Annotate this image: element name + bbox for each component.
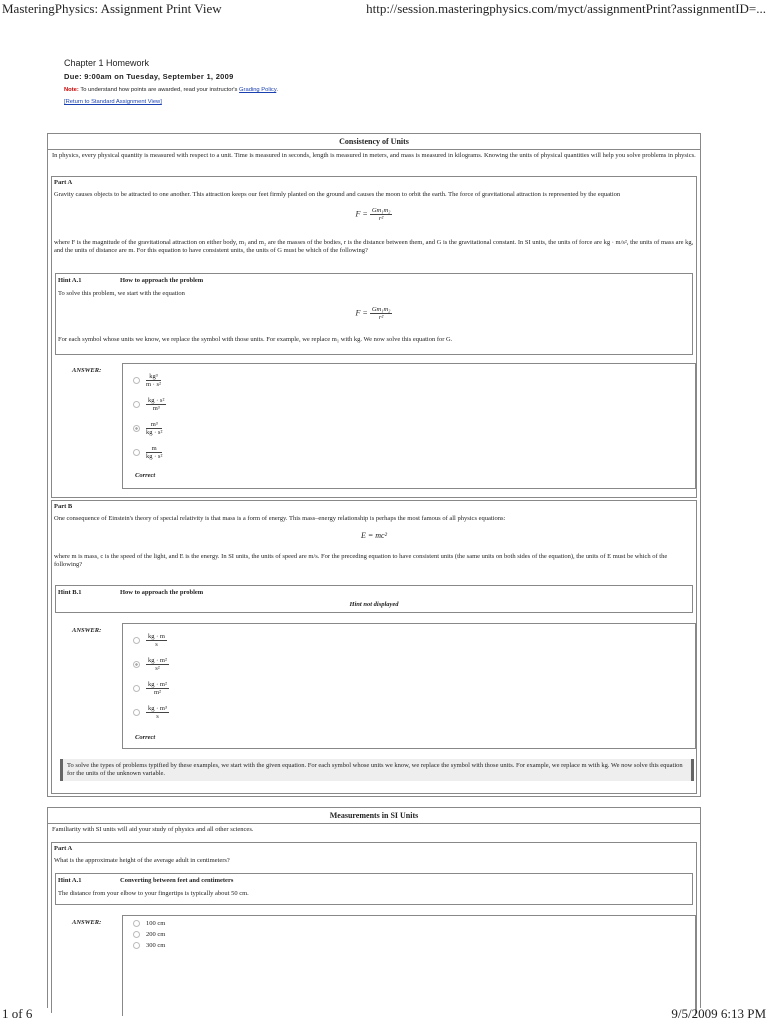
note-label: Note: [64,87,79,93]
print-footer [0,1006,768,1024]
problem-consistency-of-units [47,133,701,797]
hint-a1 [55,273,693,355]
answer-box [122,363,696,489]
choice-fraction: $\frac{\text{kg · m³}}{s}$ [148,704,167,720]
problem-measurements-in-si-units [47,807,701,1008]
print-header [0,0,768,20]
choice-fraction: $\frac{\text{m³}}{\text{kg · s²}}$ [146,420,163,436]
radio-button[interactable] [133,931,140,938]
answer-result: Correct [135,472,156,479]
radio-button[interactable] [133,401,140,408]
hint-title: How to approach the problem [120,589,204,596]
problem-title: Consistency of Units [48,134,700,150]
answer-box [122,915,696,1016]
radio-button[interactable] [133,709,140,716]
radio-button[interactable] [133,449,140,456]
return-link[interactable]: [Return to Standard Assignment View] [64,99,162,105]
part-text: Gravity causes objects to be attracted to one another. This attraction keeps our feet firmly planted on the ground and causes the moon to orbit the earth. The force of gravitational attraction is represented by the equation [54,191,621,198]
page-counter: 1 of 6 [2,1006,33,1021]
hint-text-1: To solve this problem, we start with the equation [58,290,185,297]
mass-energy-equation: E = mc² [360,531,387,540]
summary-box: To solve the types of problems typified by these examples, we start with the given equation. For each symbol whose units we know, we replace the symbol with those units. For example, we replace m with kg. We now solve this equation for the units of the unknown variable. [60,759,694,781]
answer-label: ANSWER: [72,367,102,374]
choice-fraction: $\frac{\text{kg · m²}}{\text{s²}}$ [148,656,167,672]
answer-choice[interactable] [133,368,166,392]
hint-title: Converting between feet and centimeters [120,877,234,884]
grading-note: Note: To understand how points are awarded, read your instructor's Grading Policy. [64,87,278,93]
problem-intro: Familiarity with SI units will aid your study of physics and all other sciences. [52,826,254,833]
choice-label: 100 cm [146,920,166,927]
part-text: One consequence of Einstein's theory of special relativity is that mass is a form of energy. This mass–energy relationship is perhaps the most famous of all physics equations: [54,515,506,522]
problem-intro: In physics, every physical quantity is measured with respect to a unit. Time is measured in seconds, length is measured in meters, and mass is measured in kilograms. Knowing the units of physical quantities will help you solve problems in physics. [52,152,696,159]
answer-choice[interactable] [133,392,166,416]
page-url: http://session.masteringphysics.com/myct/assignmentPrint?assignmentID=... [366,1,766,16]
hint-a1 [55,873,693,905]
part-a [51,842,697,1013]
radio-button[interactable] [133,637,140,644]
hint-title: How to approach the problem [120,277,204,284]
due-date: Due: 9:00am on Tuesday, September 1, 2009 [64,72,234,81]
part-label: Part A [54,845,73,852]
answer-choice[interactable] [133,920,165,931]
answer-choice[interactable] [133,942,165,953]
page-title: MasteringPhysics: Assignment Print View [2,1,222,16]
part-b [51,500,697,794]
grading-policy-link[interactable]: Grading Policy [239,87,277,93]
part-text-2: where m is mass, c is the speed of the light, and E is the energy. In SI units, the units of speed are m/s. For the preceding equation to have consistent units (the same units on both sides of the equation), the units of E must be which of the following? [54,553,668,568]
answer-label: ANSWER: [72,919,102,926]
problem-title: Measurements in SI Units [48,808,700,824]
choice-fraction: $\frac{m}{\text{kg · s²}}$ [146,444,163,460]
print-timestamp: 9/5/2009 6:13 PM [671,1006,766,1021]
radio-button[interactable] [133,942,140,949]
choice-fraction: $\frac{\text{kg³}}{\text{m · s²}}$ [146,372,161,388]
radio-button[interactable] [133,425,140,432]
part-text-2: where F is the magnitude of the gravitational attraction on either body, m₁ and m₂ are the masses of the bodies, r is the distance between them, and G is the gravitational constant. In SI units, the units of force are kg · m/s², the units of mass are kg, and the units of distance are m. For this equation to have consistent units, the units of G must be which of the following? [54,239,694,254]
part-label: Part B [54,503,73,510]
radio-button[interactable] [133,920,140,927]
answer-choice[interactable] [133,628,169,652]
hint-label: Hint B.1 [58,589,82,596]
assignment-title: Chapter 1 Homework [64,58,150,68]
gravity-equation: F = $\frac{\text{Gm₁m₂}}{\text{r²}}$ [355,207,391,222]
answer-label: ANSWER: [72,627,102,634]
choice-fraction: $\frac{\text{kg · s²}}{\text{m³}}$ [148,396,165,412]
choice-label: 200 cm [146,931,166,938]
part-label: Part A [54,179,73,186]
answer-choice[interactable] [133,416,166,440]
radio-button[interactable] [133,661,140,668]
choice-fraction: $\frac{kg \cdot m}{s}$ [148,632,165,648]
answer-result: Correct [135,734,156,741]
answer-choice[interactable] [133,440,166,464]
hint-b1[interactable] [55,585,693,613]
part-text: What is the approximate height of the average adult in centimeters? [54,857,230,864]
hint-text-2: For each symbol whose units we know, we replace the symbol with those units. For example, we replace m₁ with kg. We now solve this equation for G. [58,336,453,343]
hint-label: Hint A.1 [58,877,82,884]
answer-choice[interactable] [133,676,169,700]
hint-label: Hint A.1 [58,277,82,284]
answer-choice[interactable] [133,652,169,676]
radio-button[interactable] [133,685,140,692]
hint-text: The distance from your elbow to your fingertips is typically about 50 cm. [58,890,249,897]
hint-status: Hint not displayed [349,601,399,608]
part-a [51,176,697,498]
radio-button[interactable] [133,377,140,384]
assignment-header [64,58,278,105]
choice-fraction: $\frac{\text{kg · m²}}{\text{m²}}$ [148,680,167,696]
hint-equation: F = $\frac{\text{Gm₁m₂}}{\text{r²}}$ [355,306,391,321]
note-text: To understand how points are awarded, read your instructor's [80,87,238,93]
answer-choice[interactable] [133,700,169,724]
answer-choice[interactable] [133,931,165,942]
choice-label: 300 cm [146,942,166,949]
answer-box [122,623,696,749]
